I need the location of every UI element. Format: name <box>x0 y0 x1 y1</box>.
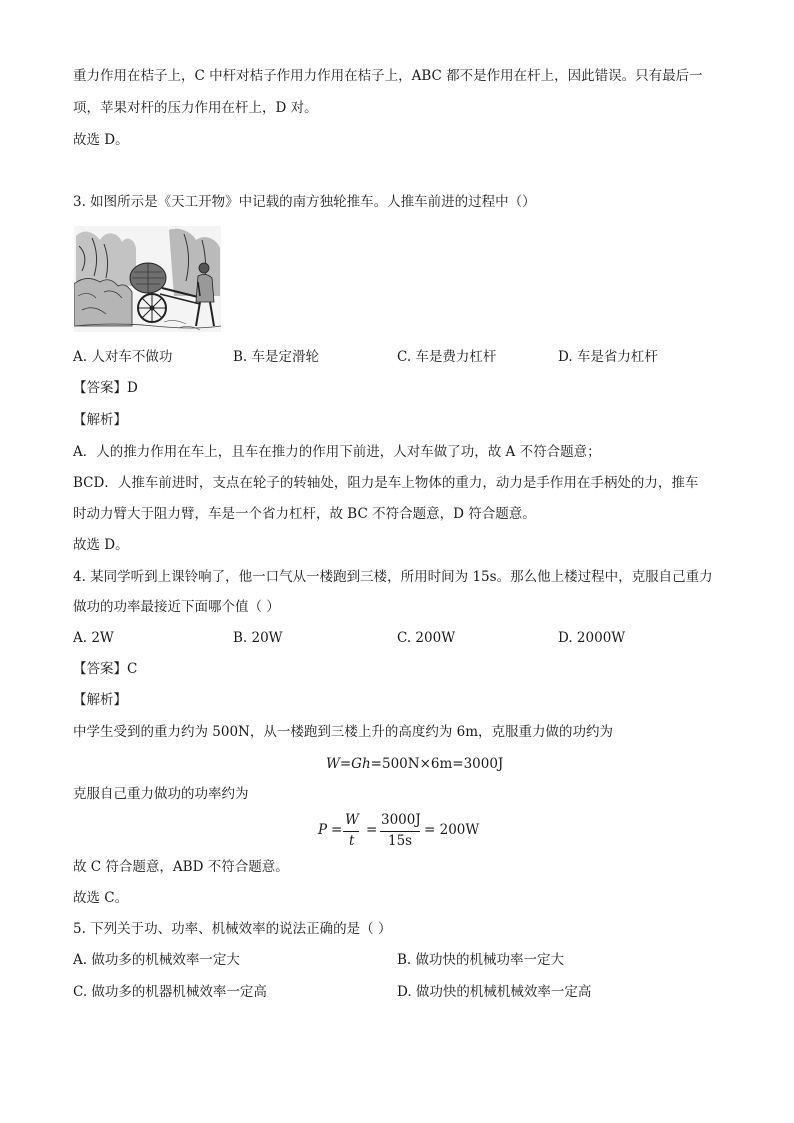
q4-conclusion: 故选 C。 <box>73 890 129 906</box>
q3-option-b: B. 车是定滑轮 <box>233 349 320 365</box>
q3-answer: 【答案】D <box>73 380 138 396</box>
q4-option-b: B. 20W <box>233 630 283 646</box>
work-formula-values: =500N×6m=3000J <box>370 756 504 772</box>
q3-analysis-line-1: A．人的推力作用在车上，且车在推力的作用下前进，人对车做了功，故 A 不符合题意； <box>73 444 601 460</box>
q4-option-a: A. 2W <box>73 630 114 646</box>
work-formula-vars: W=Gh <box>326 756 371 772</box>
power-formula-eq-1: = <box>331 822 343 838</box>
q4-stem-line-1: 4. 某同学听到上课铃响了，他一口气从一楼跑到三楼，所用时间为 15s。那么他上楼过程中，克服自己重力 <box>73 569 713 585</box>
q3-analysis-label: 【解析】 <box>73 412 127 428</box>
fraction-bar-2 <box>380 831 420 832</box>
q5-option-b: B. 做功快的机械功率一定大 <box>397 952 565 968</box>
wheelbarrow-illustration <box>74 226 221 332</box>
fraction-bar-1 <box>343 831 359 832</box>
intro-line-1: 重力作用在桔子上，C 中杆对桔子作用力作用在桔子上，ABC 都不是作用在杆上，因此错误。只有最后一 <box>73 68 703 84</box>
q4-stem-line-2: 做功的功率最接近下面哪个值（ ） <box>73 599 280 615</box>
intro-line-2: 项，苹果对杆的压力作用在杆上，D 对。 <box>73 100 318 116</box>
power-formula-numerator-1: W <box>345 812 359 828</box>
q4-analysis-line-2: 克服自己重力做功的功率约为 <box>73 786 249 802</box>
q3-option-c: C. 车是费力杠杆 <box>397 349 497 365</box>
q5-stem: 5. 下列关于功、功率、机械效率的说法正确的是（ ） <box>73 921 392 937</box>
power-formula-numerator-2: 3000J <box>381 812 421 828</box>
power-formula-result: = 200W <box>424 822 480 838</box>
q3-analysis-line-3: 时动力臂大于阻力臂，车是一个省力杠杆，故 BC 不符合题意，D 符合题意。 <box>73 506 536 522</box>
power-formula-denominator-2: 15s <box>388 833 413 849</box>
q4-analysis-line-3: 故 C 符合题意，ABD 不符合题意。 <box>73 859 289 875</box>
q4-answer: 【答案】C <box>73 661 138 677</box>
q4-analysis-label: 【解析】 <box>73 692 127 708</box>
power-formula-denominator-1: t <box>349 833 355 849</box>
q3-stem: 3. 如图所示是《天工开物》中记载的南方独轮推车。人推车前进的过程中（） <box>73 194 536 210</box>
q5-option-d: D. 做功快的机械机械效率一定高 <box>397 984 592 1000</box>
work-formula <box>326 754 503 774</box>
q5-option-a: A. 做功多的机械效率一定大 <box>73 952 240 968</box>
q3-analysis-line-2: BCD．人推车前进时，支点在轮子的转轴处，阻力是车上物体的重力，动力是手作用在手柄处的力，推车 <box>73 475 699 491</box>
q4-option-d: D. 2000W <box>558 630 626 646</box>
intro-conclusion: 故选 D。 <box>73 132 129 148</box>
q3-conclusion: 故选 D。 <box>73 537 129 553</box>
q4-analysis-line-1: 中学生受到的重力约为 500N，从一楼跑到三楼上升的高度约为 6m，克服重力做的功约为 <box>73 724 614 740</box>
power-formula-lhs: P <box>318 822 328 838</box>
power-formula-eq-2: = <box>366 822 378 838</box>
q4-option-c: C. 200W <box>397 630 456 646</box>
q5-option-c: C. 做功多的机器机械效率一定高 <box>73 984 267 1000</box>
q3-option-a: A. 人对车不做功 <box>73 349 173 365</box>
q3-option-d: D. 车是省力杠杆 <box>558 349 658 365</box>
